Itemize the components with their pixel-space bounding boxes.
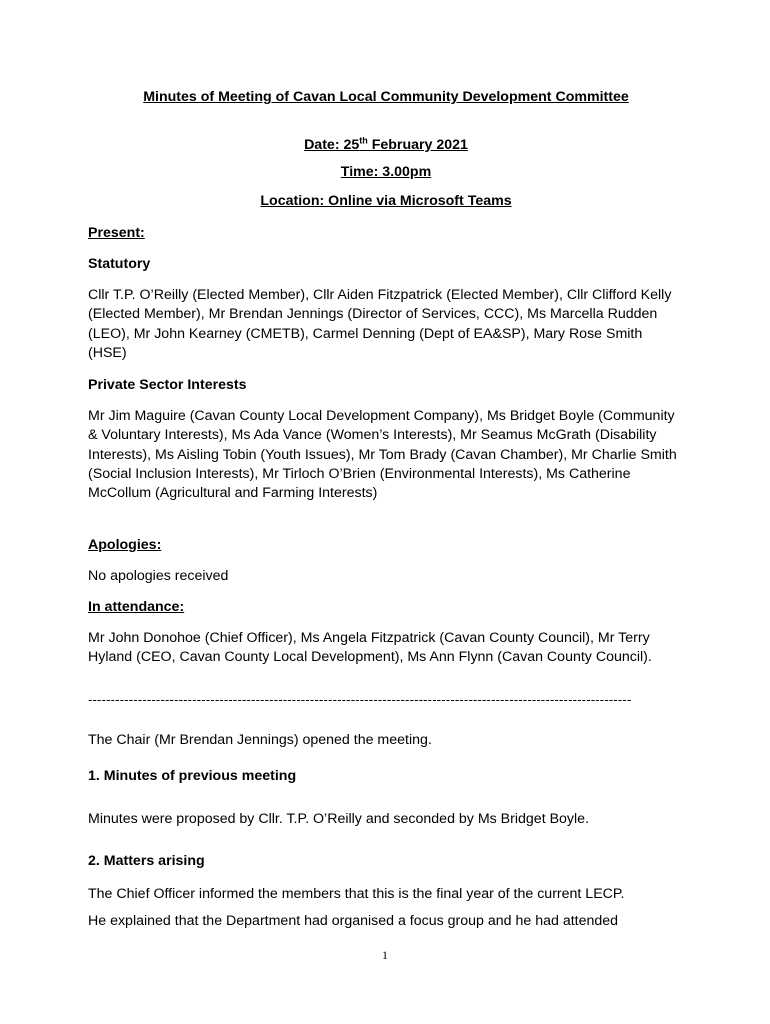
item-2-heading: 2. Matters arising <box>88 853 205 869</box>
meeting-date-suffix: February 2021 <box>367 137 468 153</box>
apologies-text: No apologies received <box>88 568 229 584</box>
document-title: Minutes of Meeting of Cavan Local Community Development Committee <box>143 89 629 105</box>
apologies-heading: Apologies: <box>88 537 162 553</box>
item-1-text: Minutes were proposed by Cllr. T.P. O’Reilly and seconded by Ms Bridget Boyle. <box>88 811 590 827</box>
meeting-date-superscript: th <box>359 135 368 146</box>
section-divider: ------------------------------------------------------------------------------------------------------------------------ <box>88 692 632 707</box>
opening-statement: The Chair (Mr Brendan Jennings) opened the meeting. <box>88 732 432 748</box>
attendance-text: Mr John Donohoe (Chief Officer), Ms Angela Fitzpatrick (Cavan County Council), Mr Terry Hyland (CEO, Cavan County Local Development), Ms Ann Flynn (Cavan County Council). <box>88 630 652 666</box>
item-2-text: The Chief Officer informed the members that this is the final year of the current LECP. <box>88 886 625 902</box>
item-1-heading: 1. Minutes of previous meeting <box>88 768 297 784</box>
private-sector-heading: Private Sector Interests <box>88 377 247 393</box>
meeting-date-prefix: Date: 25 <box>304 137 360 153</box>
present-heading: Present: <box>88 225 145 241</box>
meeting-time: Time: 3.00pm <box>340 164 432 180</box>
attendance-heading: In attendance: <box>88 599 185 615</box>
statutory-heading: Statutory <box>88 256 151 272</box>
private-sector-members: Mr Jim Maguire (Cavan County Local Development Company), Ms Bridget Boyle (Community & Voluntary Interests), Ms Ada Vance (Women’s Interests), Mr Seamus McGrath (Disability Interests), Ms Aisling Tobin (Youth Issues), Mr Tom Brady (Cavan Chamber), Mr Charlie Smith (Social Inclusion Interests), Mr Tirloch O’Brien (Environmental Interests), Ms Catherine McCollum (Agricultural and Farming Interests) <box>88 408 677 502</box>
item-2-text-continued: He explained that the Department had organised a focus group and he had attended <box>88 913 619 929</box>
meeting-location: Location: Online via Microsoft Teams <box>260 193 512 209</box>
meeting-date <box>88 136 684 155</box>
statutory-members: Cllr T.P. O’Reilly (Elected Member), Cllr Aiden Fitzpatrick (Elected Member), Cllr Clifford Kelly (Elected Member), Mr Brendan Jennings (Director of Services, CCC), Ms Marcella Rudden (LEO), Mr John Kearney (CMETB), Carmel Denning (Dept of EA&SP), Mary Rose Smith (HSE) <box>88 287 672 361</box>
page-number: 1 <box>382 948 388 962</box>
